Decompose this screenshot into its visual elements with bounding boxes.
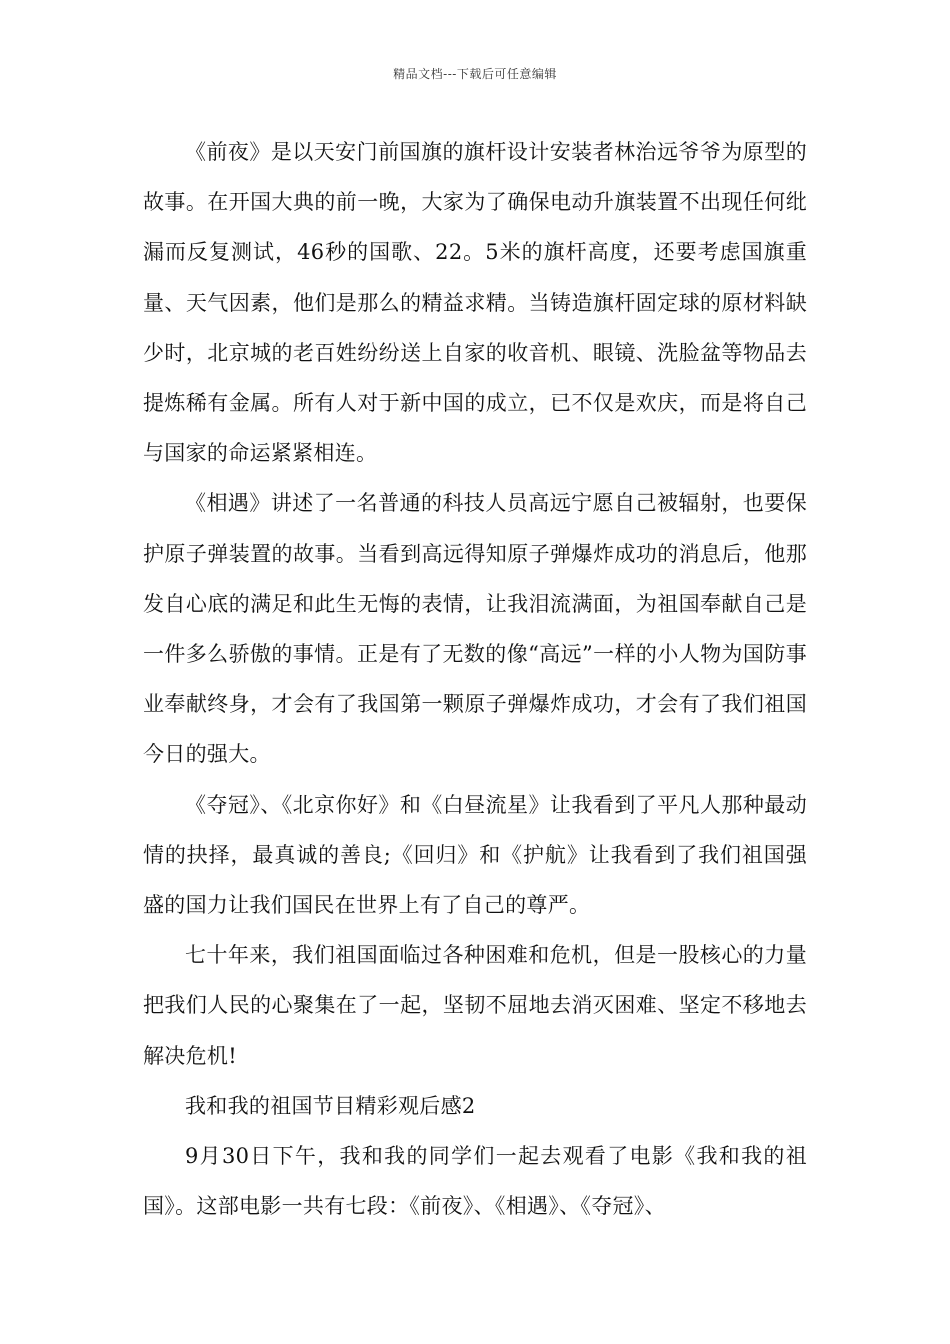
paragraph-xiangyu: 《相遇》讲述了一名普通的科技人员高远宁愿自己被辐射，也要保护原子弹装置的故事。当看到高远得知原子弹爆炸成功的消息后，他那发自心底的满足和此生无悔的表情，让我泪流满面，为祖国奉献自己是一件多么骄傲的事情。正是有了无数的像“高远”一样的小人物为国防事业奉献终身，才会有了我国第一颗原子弹爆炸成功，才会有了我们祖国今日的强大。: [143, 491, 807, 767]
paragraph-seventy-years: 七十年来，我们祖国面临过各种困难和危机，但是一股核心的力量把我们人民的心聚集在了一起，坚韧不屈地去消灭困难、坚定不移地去解决危机!: [143, 943, 807, 1068]
paragraph-qianye: 《前夜》是以天安门前国旗的旗杆设计安装者林治远爷爷为原型的故事。在开国大典的前一晚，大家为了确保电动升旗装置不出现任何纰漏而反复测试，46秒的国歌、22。5米的旗杆高度，还要考虑国旗重量、天气因素，他们是那么的精益求精。当铸造旗杆固定球的原材料缺少时，北京城的老百姓纷纷送上自家的收音机、眼镜、洗脸盆等物品去提炼稀有金属。所有人对于新中国的成立，已不仅是欢庆，而是将自己与国家的命运紧紧相连。: [143, 140, 807, 466]
section-title: 我和我的祖国节目精彩观后感2: [185, 1093, 476, 1118]
paragraph-duoguan: 《夺冠》、《北京你好》和《白昼流星》让我看到了平凡人那种最动情的抉择，最真诚的善良;《回归》和《护航》让我看到了我们祖国强盛的国力让我们国民在世界上有了自己的尊严。: [143, 792, 807, 918]
page-header: 精品文档---下载后可任意编辑: [393, 67, 557, 81]
paragraph-sept-30: 9月30日下午，我和我的同学们一起去观看了电影《我和我的祖国》。这部电影一共有七段：《前夜》、《相遇》、《夺冠》、: [143, 1144, 807, 1219]
document-body: [143, 127, 807, 1231]
